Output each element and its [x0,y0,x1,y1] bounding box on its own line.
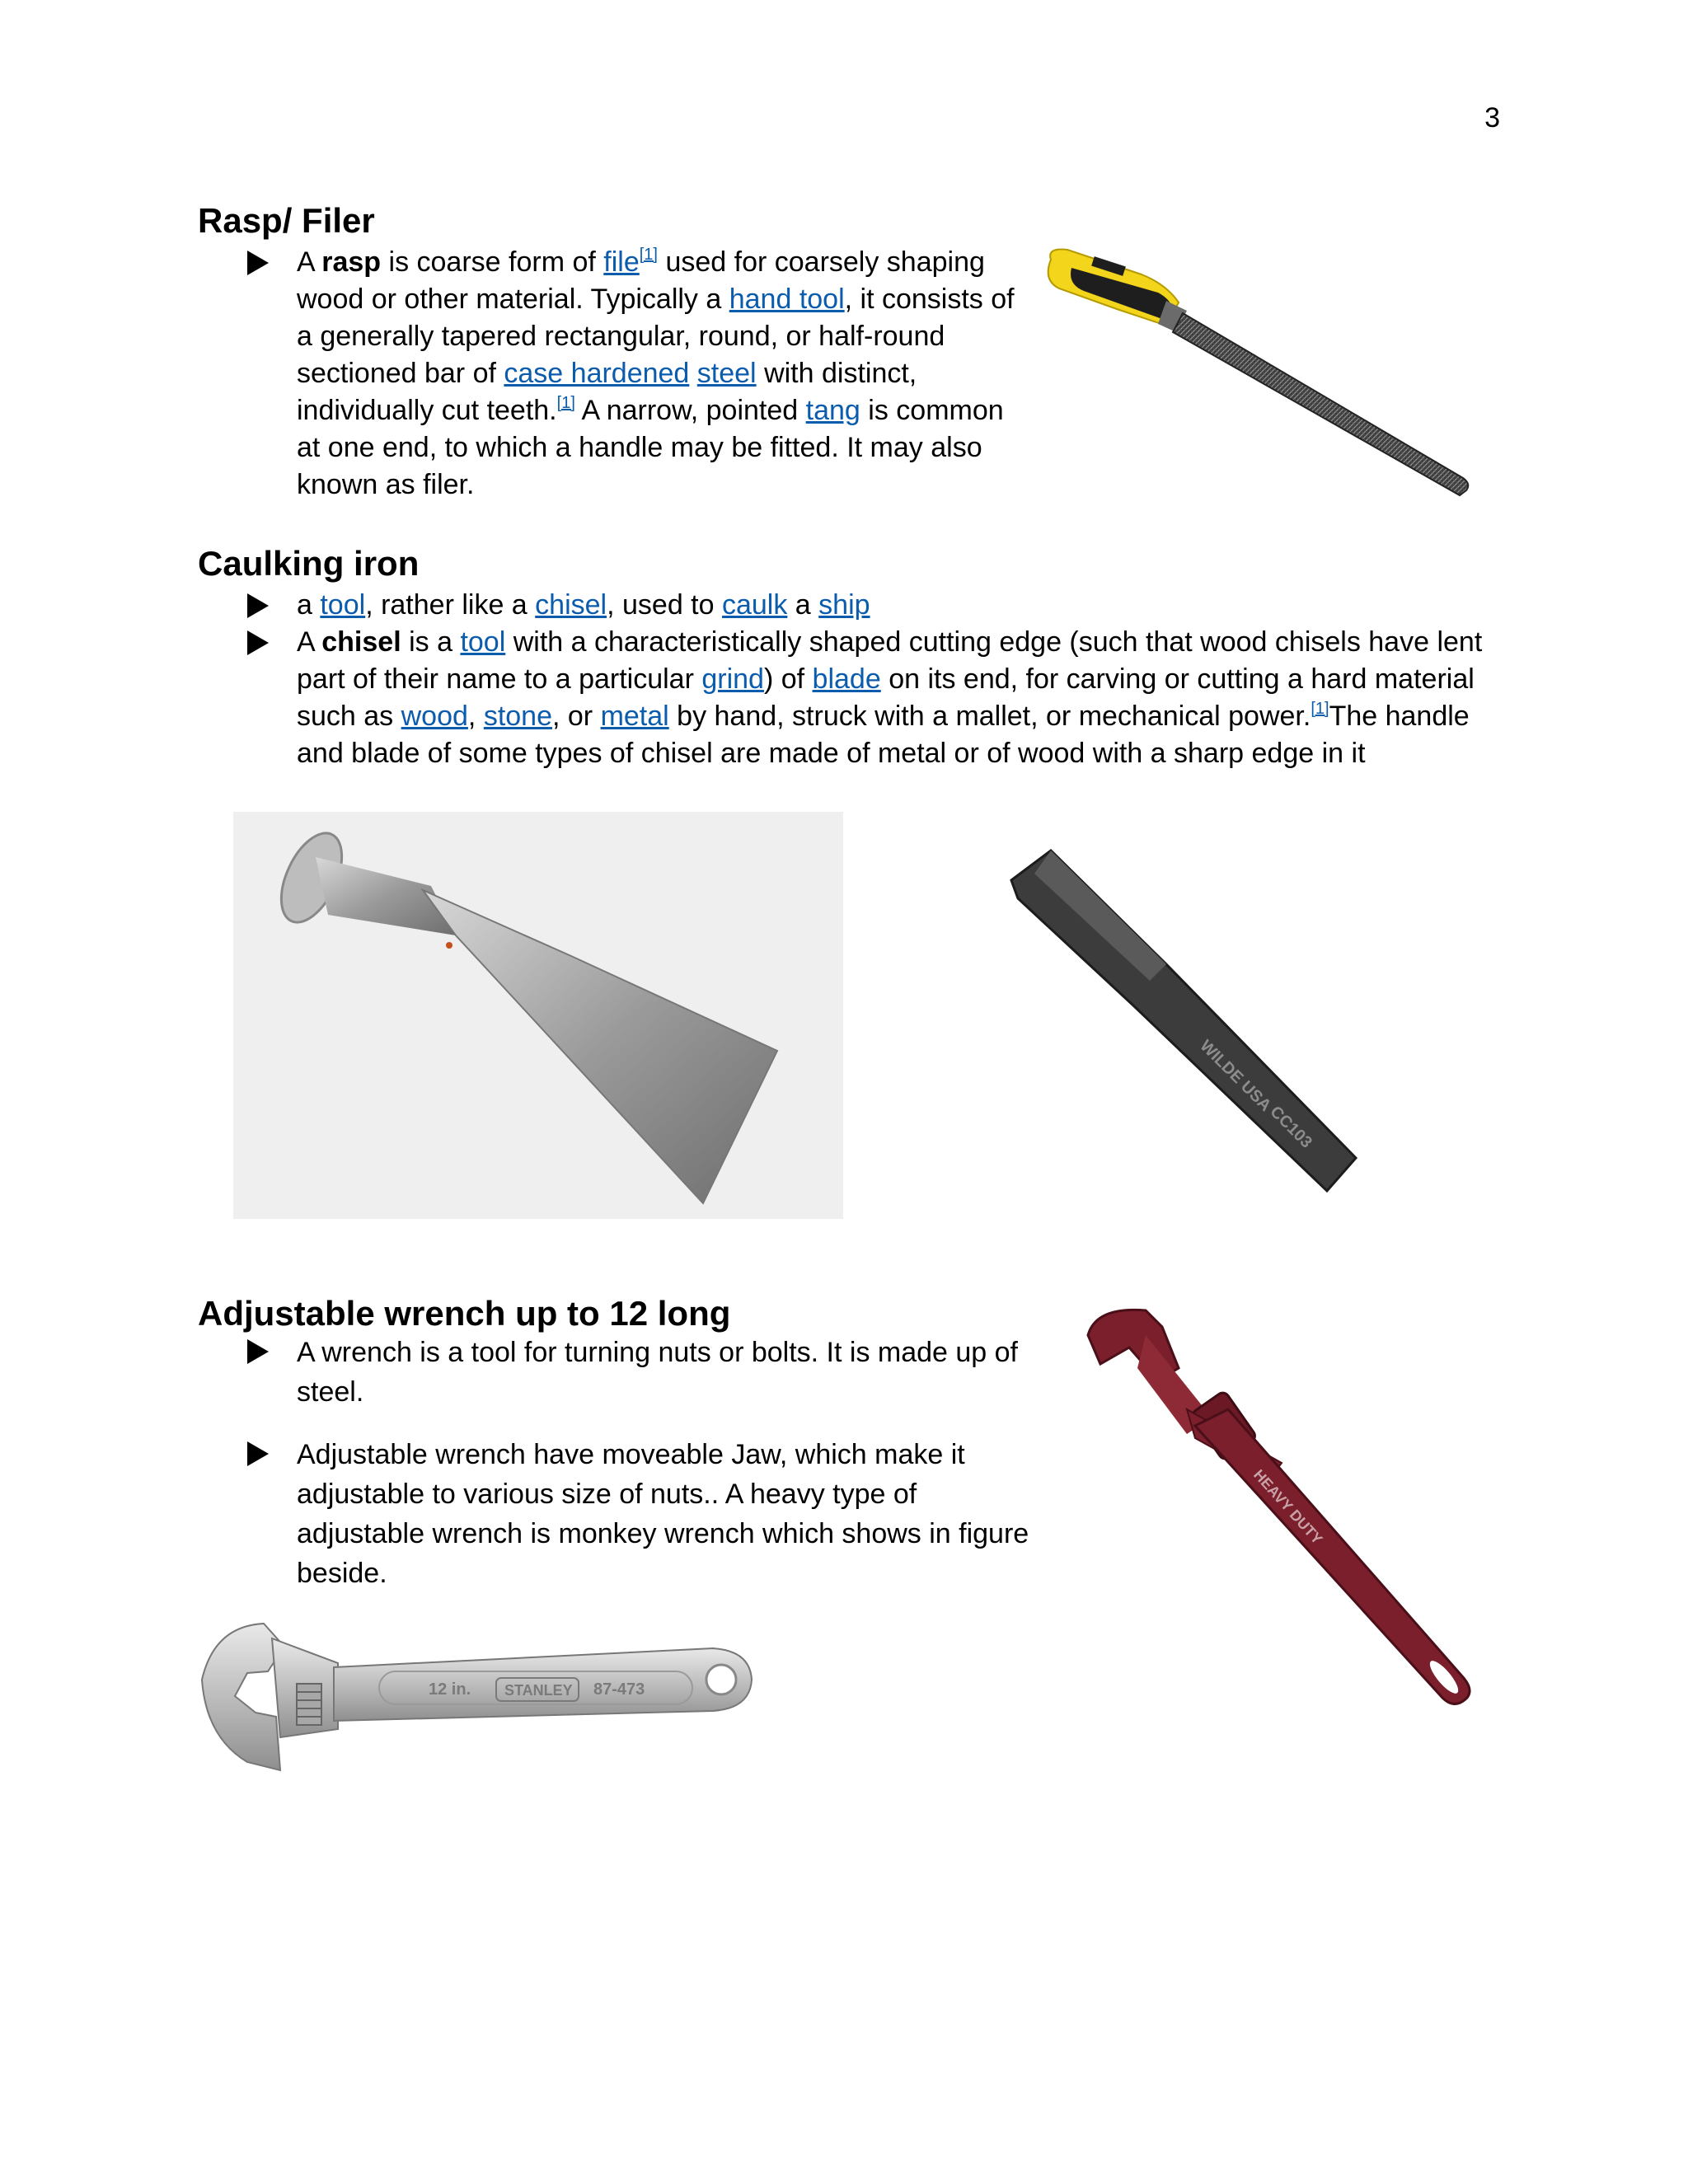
link-blade[interactable]: blade [812,663,881,695]
bullet-arrow-icon [247,1441,269,1466]
rasp-bullet-list [198,244,1030,504]
text: The handle and blade of some types of chisel are made of metal or of wood with a sharp edge in it [297,701,1470,769]
wrench-model-text: 87-473 [593,1680,645,1699]
bold-term-chisel: chisel [321,626,401,658]
link-metal[interactable]: metal [600,701,669,732]
pipe-wrench-label: HEAVY DUTY [1250,1466,1326,1548]
text: a [787,589,819,621]
list-item [198,1333,1039,1412]
bullet-arrow-icon [247,630,269,655]
text: is coarse form of [381,246,604,278]
text: Adjustable wrench have moveable Jaw, which make it adjustable to various size of nuts.. A heavy type of adjustable wrench is monkey wrench which shows in figure beside. [297,1439,1029,1589]
text [689,358,696,389]
section-title-adjustable-wrench: Adjustable wrench up to 12 long [198,1294,731,1333]
text: , it consists of a generally tapered rectangular, round, or half-round sectioned bar of [297,284,1015,389]
list-item [198,1435,1039,1593]
page-number: 3 [1484,102,1500,134]
text: is a [401,626,461,658]
list-item [198,624,1500,772]
section-title-rasp: Rasp/ Filer [198,201,375,240]
bold-term-rasp: rasp [321,246,382,278]
chisel-stamp-text: WILDE USA [1196,1036,1275,1115]
caulking-bullet-list [198,587,1500,772]
text: used for coarsely shaping wood or other material. Typically a [297,246,985,315]
wrench-size-text: 12 in. [429,1680,471,1699]
link-tool[interactable]: tool [320,589,366,621]
link-hand-tool[interactable]: hand tool [729,284,845,315]
text: ) of [763,663,813,695]
text: A wrench is a tool for turning nuts or bolts. It is made up of steel. [297,1337,1019,1408]
bullet-arrow-icon [247,593,269,618]
link-caulk[interactable]: caulk [721,589,788,621]
list-item [198,587,1500,624]
text: with distinct, individually cut teeth. [297,358,917,426]
wrench-brand-text: STANLEY [504,1682,573,1699]
text: A [297,246,322,278]
citation-link[interactable]: [1] [1311,700,1329,718]
link-grind[interactable]: grind [701,663,764,695]
text: is common at one end, to which a handle may be fitted. It may also known as filer. [297,395,1004,500]
link-case-hardened[interactable]: case hardened [504,358,690,389]
section-title-caulking-iron: Caulking iron [198,544,420,583]
citation-link[interactable]: [1] [556,394,575,412]
text: on its end, for carving or cutting a hard material such as [297,663,1475,732]
text: , [467,701,484,732]
link-tang[interactable]: tang [805,395,860,426]
text: a [297,589,321,621]
bullet-arrow-icon [247,1339,269,1364]
text: A narrow, pointed [574,395,806,426]
text: , or [552,701,601,732]
text: , used to [607,589,722,621]
chisel-image [1001,841,1364,1212]
chisel-code-text: CC103 [1266,1102,1316,1152]
caulking-iron-image [233,812,843,1219]
link-stone[interactable]: stone [483,701,552,732]
pipe-wrench-image [1071,1302,1484,1714]
list-item [198,244,1030,504]
adjustable-wrench-image [198,1614,758,1779]
link-steel[interactable]: steel [696,358,757,389]
link-wood[interactable]: wood [401,701,468,732]
link-file[interactable]: file [603,246,640,278]
link-tool[interactable]: tool [460,626,506,658]
link-ship[interactable]: ship [818,589,870,621]
wrench-bullet-list [198,1333,1039,1593]
rasp-image [1034,243,1479,507]
text: by hand, struck with a mallet, or mechanical power. [668,701,1311,732]
bullet-arrow-icon [247,251,269,275]
text: A [297,626,322,658]
text: with a characteristically shaped cutting edge (such that wood chisels have lent part of their name to a particular [297,626,1483,695]
link-chisel[interactable]: chisel [535,589,607,621]
citation-link[interactable]: [1] [639,246,658,264]
text: , rather like a [365,589,536,621]
